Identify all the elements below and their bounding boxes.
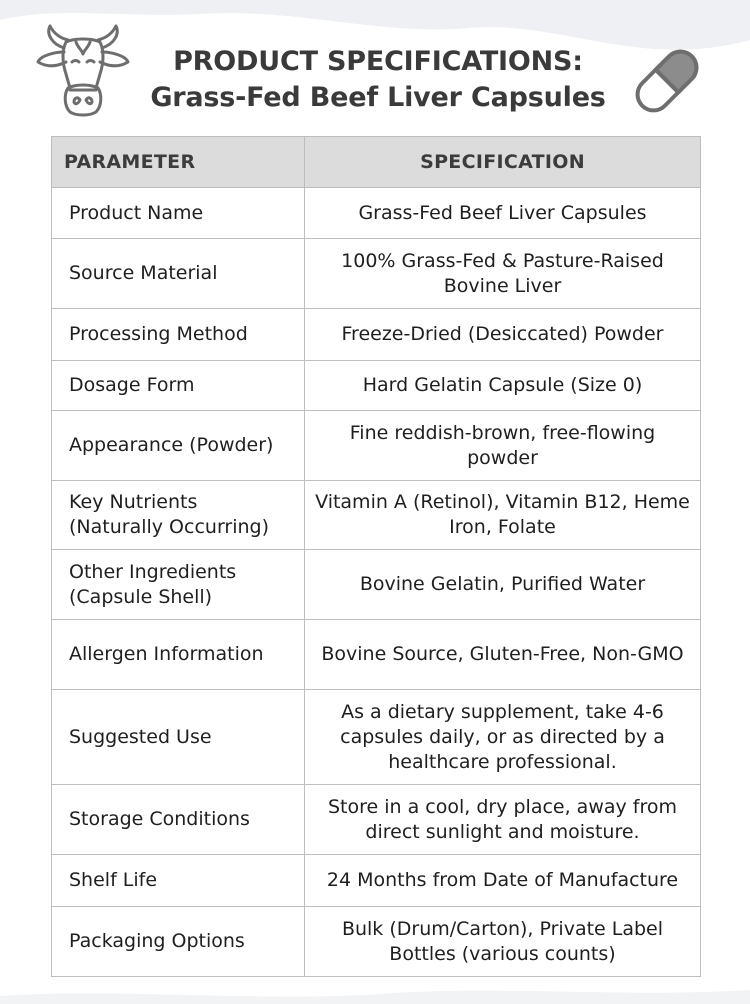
parameter-cell: Allergen Information xyxy=(52,620,305,690)
table-row xyxy=(52,855,701,907)
table-row xyxy=(52,785,701,855)
title-line-1: PRODUCT SPECIFICATIONS: xyxy=(173,46,583,77)
parameter-cell: Packaging Options xyxy=(52,907,305,977)
column-header-parameter: PARAMETER xyxy=(52,137,305,188)
parameter-cell: Other Ingredients (Capsule Shell) xyxy=(52,550,305,620)
specification-cell: Freeze-Dried (Desiccated) Powder xyxy=(305,309,701,361)
specification-cell: 100% Grass-Fed & Pasture-Raised Bovine Liver xyxy=(305,239,701,309)
specification-cell: Grass-Fed Beef Liver Capsules xyxy=(305,188,701,239)
specification-cell: Bovine Gelatin, Purified Water xyxy=(305,550,701,620)
specification-cell: Store in a cool, dry place, away from direct sunlight and moisture. xyxy=(305,785,701,855)
specification-cell: Bulk (Drum/Carton), Private Label Bottles (various counts) xyxy=(305,907,701,977)
spec-table xyxy=(51,136,701,977)
parameter-cell: Appearance (Powder) xyxy=(52,411,305,481)
table-row xyxy=(52,907,701,977)
specification-cell: Fine reddish-brown, free-flowing powder xyxy=(305,411,701,481)
parameter-cell: Processing Method xyxy=(52,309,305,361)
table-row xyxy=(52,481,701,550)
table-row xyxy=(52,411,701,481)
capsule-icon xyxy=(626,40,708,122)
parameter-cell: Key Nutrients (Naturally Occurring) xyxy=(52,481,305,550)
page-title xyxy=(140,44,616,116)
title-line-2: Grass-Fed Beef Liver Capsules xyxy=(150,82,606,113)
parameter-cell: Shelf Life xyxy=(52,855,305,907)
specification-cell: As a dietary supplement, take 4-6 capsules daily, or as directed by a healthcare professional. xyxy=(305,690,701,785)
specification-cell: Vitamin A (Retinol), Vitamin B12, Heme Iron, Folate xyxy=(305,481,701,550)
page-header xyxy=(0,0,750,136)
specification-cell: Bovine Source, Gluten-Free, Non-GMO xyxy=(305,620,701,690)
cow-head-icon xyxy=(34,22,132,118)
parameter-cell: Suggested Use xyxy=(52,690,305,785)
table-row xyxy=(52,620,701,690)
specification-cell: Hard Gelatin Capsule (Size 0) xyxy=(305,361,701,411)
parameter-cell: Storage Conditions xyxy=(52,785,305,855)
specification-cell: 24 Months from Date of Manufacture xyxy=(305,855,701,907)
parameter-cell: Dosage Form xyxy=(52,361,305,411)
spec-table-container xyxy=(51,136,700,977)
table-row xyxy=(52,309,701,361)
table-header-row xyxy=(52,137,701,188)
table-row xyxy=(52,690,701,785)
table-row xyxy=(52,361,701,411)
parameter-cell: Product Name xyxy=(52,188,305,239)
column-header-specification: SPECIFICATION xyxy=(305,137,701,188)
table-row xyxy=(52,188,701,239)
table-row xyxy=(52,550,701,620)
parameter-cell: Source Material xyxy=(52,239,305,309)
table-row xyxy=(52,239,701,309)
